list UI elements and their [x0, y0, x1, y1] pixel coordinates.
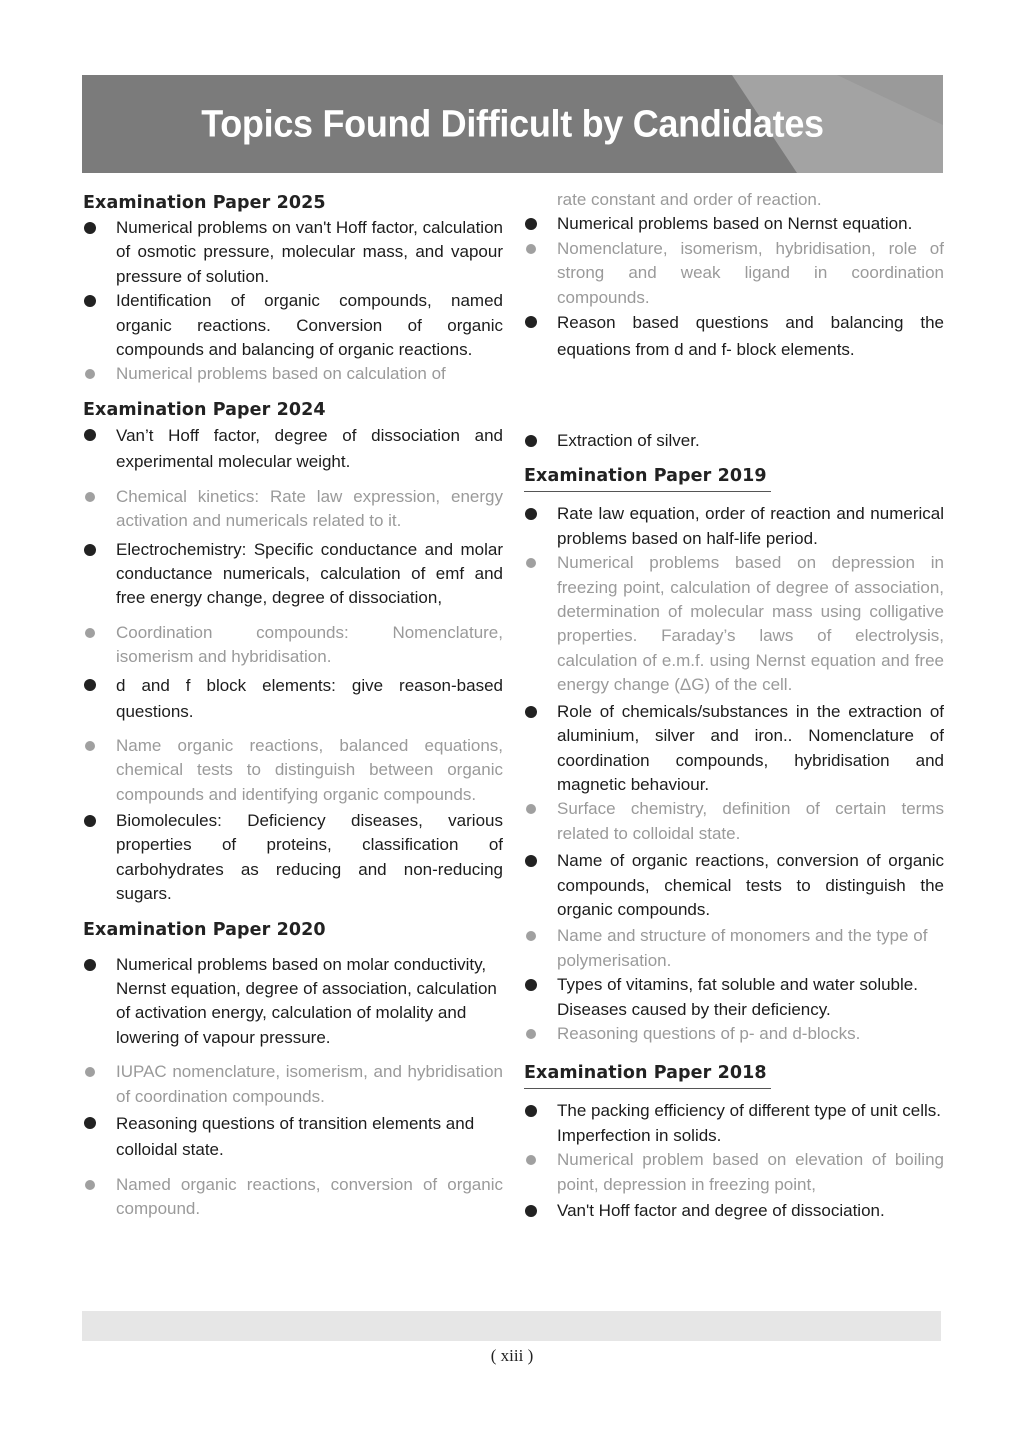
item-text: Role of chemicals/substances in the extraction of aluminium, silver and iron.. Nomenclature of coordination compounds, hybridisation and magnetic behaviour. — [557, 701, 944, 794]
bullet-icon — [525, 218, 537, 230]
item-text: Name of organic reactions, conversion of organic compounds, chemical tests to distinguish the organic compounds. — [557, 851, 944, 919]
bullet-icon — [84, 1117, 96, 1129]
item-text: Rate law equation, order of reaction and numerical problems based on half-life period. — [557, 504, 944, 548]
item-text: Surface chemistry, definition of certain terms related to colloidal state. — [557, 799, 944, 843]
bullet-icon — [526, 244, 536, 254]
item-text: Numerical problems on van't Hoff factor, calculation of osmotic pressure, molecular mass, and vapour pressure of solution. — [116, 218, 503, 286]
list-item — [524, 1099, 944, 1148]
list-item — [524, 924, 944, 973]
list-item — [83, 673, 503, 726]
bullet-icon — [84, 544, 96, 556]
bullet-icon — [526, 931, 536, 941]
list-item — [83, 734, 503, 807]
list-item — [524, 1148, 944, 1197]
list-item — [524, 237, 944, 310]
list-item — [524, 700, 944, 798]
item-text: Electrochemistry: Specific conductance and molar conductance numericals, calculation of emf and free energy change, degree of dissociation, — [116, 539, 503, 608]
item-text: Nomenclature, isomerism, hybridisation, role of strong and weak ligand in coordination compounds. — [557, 238, 944, 307]
list-item — [524, 1199, 944, 1223]
bullet-icon — [84, 222, 96, 234]
topic-list — [83, 953, 503, 1222]
item-text: Reasoning questions of transition elements and colloidal state. — [116, 1113, 475, 1160]
header-banner — [82, 75, 943, 173]
list-item — [83, 362, 503, 386]
bullet-icon — [526, 1029, 536, 1039]
bullet-icon — [525, 855, 537, 867]
topic-list — [83, 423, 503, 907]
list-item — [83, 485, 503, 534]
list-item — [83, 1173, 503, 1222]
bullet-icon — [84, 429, 96, 441]
item-text: Named organic reactions, conversion of organic compound. — [116, 1174, 503, 1219]
section-2018 — [524, 1060, 944, 1223]
section-2025 — [83, 190, 503, 387]
item-text: Identification of organic compounds, named organic reactions. Conversion of organic compounds and balancing of organic reactions. — [116, 291, 503, 360]
item-text: Biomolecules: Deficiency diseases, various properties of proteins, classification of carbohydrates as reducing and non-reducing sugars. — [116, 810, 503, 904]
list-item — [524, 551, 944, 697]
section-heading: Examination Paper 2020 — [83, 919, 326, 940]
item-text: Van't Hoff factor and degree of dissociation. — [557, 1201, 885, 1220]
footer-band — [82, 1311, 941, 1341]
bullet-icon — [84, 679, 96, 691]
bullet-icon — [526, 1155, 536, 1165]
list-item — [83, 1111, 503, 1164]
topic-list — [524, 502, 944, 1046]
item-text: IUPAC nomenclature, isomerism, and hybridisation of coordination compounds. — [116, 1062, 503, 1106]
bullet-icon — [525, 508, 537, 520]
right-column — [524, 190, 944, 1223]
continued-topic-list-2024 — [524, 429, 944, 453]
list-item — [524, 797, 944, 846]
list-item — [83, 1060, 503, 1109]
item-text: Van’t Hoff factor, degree of dissociation and experimental molecular weight. — [116, 425, 503, 472]
bullet-icon — [525, 1205, 537, 1217]
topic-list — [524, 1099, 944, 1223]
bullet-icon — [525, 435, 537, 447]
bullet-icon — [85, 492, 95, 502]
list-item — [83, 216, 503, 289]
section-heading: Examination Paper 2019 — [524, 463, 771, 492]
bullet-icon — [526, 558, 536, 568]
left-column — [83, 190, 503, 1222]
section-2019 — [524, 463, 944, 1046]
continued-text — [524, 188, 944, 212]
item-text: d and f block elements: give reason-based questions. — [116, 675, 503, 722]
list-item — [83, 621, 503, 670]
section-heading: Examination Paper 2024 — [83, 399, 326, 420]
bullet-icon — [85, 1180, 95, 1190]
item-text: Numerical problem based on elevation of boiling point, depression in freezing point, — [557, 1150, 944, 1194]
page-number: ( xiii ) — [490, 1346, 534, 1365]
bullet-icon — [525, 706, 537, 718]
bullet-icon — [85, 628, 95, 638]
section-2020 — [83, 917, 503, 1222]
list-item — [524, 849, 944, 922]
list-item — [83, 953, 503, 1051]
item-text: Numerical problems based on calculation of — [116, 364, 446, 384]
bullet-icon — [84, 295, 96, 307]
item-text: rate constant and order of reaction. — [557, 190, 822, 209]
section-2024 — [83, 397, 503, 907]
bullet-icon — [525, 979, 537, 991]
item-text: Extraction of silver. — [557, 431, 700, 451]
page-title: Topics Found Difficult by Candidates — [201, 101, 824, 145]
item-text: Types of vitamins, fat soluble and water soluble. Diseases caused by their deficiency. — [557, 975, 918, 1019]
bullet-icon — [85, 1067, 95, 1077]
item-text: Numerical problems based on Nernst equation. — [557, 214, 913, 234]
list-item — [524, 310, 944, 363]
bullet-icon — [525, 316, 537, 328]
list-item — [524, 212, 944, 236]
item-text: Numerical problems based on depression in freezing point, calculation of degree of association, determination of molecular mass using colligative properties. Faraday’s laws of electrolysis, calculation of e.m.f. using Nernst equation and free energy change (ΔG) of the cell. — [557, 553, 944, 695]
item-text: Name and structure of monomers and the type of polymerisation. — [557, 926, 928, 970]
list-item — [524, 429, 944, 453]
bullet-icon — [85, 369, 95, 379]
bullet-icon — [526, 804, 536, 814]
topic-list — [83, 216, 503, 387]
item-text: Chemical kinetics: Rate law expression, energy activation and numericals related to it. — [116, 486, 503, 531]
list-item — [524, 1022, 944, 1046]
item-text: Numerical problems based on molar conductivity, Nernst equation, degree of association, calculation of activation energy, calculation of molality and lowering of vapour pressure. — [116, 954, 497, 1047]
list-item — [83, 538, 503, 611]
list-item — [524, 973, 944, 1022]
bullet-icon — [84, 815, 96, 827]
item-text: Name organic reactions, balanced equations, chemical tests to distinguish between organic compounds and identifying organic compounds. — [116, 735, 503, 804]
bullet-icon — [525, 1105, 537, 1117]
list-item — [83, 423, 503, 476]
item-text: Reasoning questions of p- and d-blocks. — [557, 1023, 861, 1043]
list-item — [524, 502, 944, 551]
bullet-icon — [85, 741, 95, 751]
list-item — [83, 289, 503, 362]
continued-topic-list-2025 — [524, 188, 944, 363]
item-text: Reason based questions and balancing the equations from d and f- block elements. — [557, 313, 944, 359]
section-heading: Examination Paper 2025 — [83, 193, 326, 213]
bullet-icon — [84, 959, 96, 971]
item-text: The packing efficiency of different type of unit cells. Imperfection in solids. — [557, 1101, 941, 1145]
section-heading: Examination Paper 2018 — [524, 1060, 771, 1089]
item-text: Coordination compounds: Nomenclature, isomerism and hybridisation. — [116, 622, 503, 667]
list-item — [83, 809, 503, 907]
